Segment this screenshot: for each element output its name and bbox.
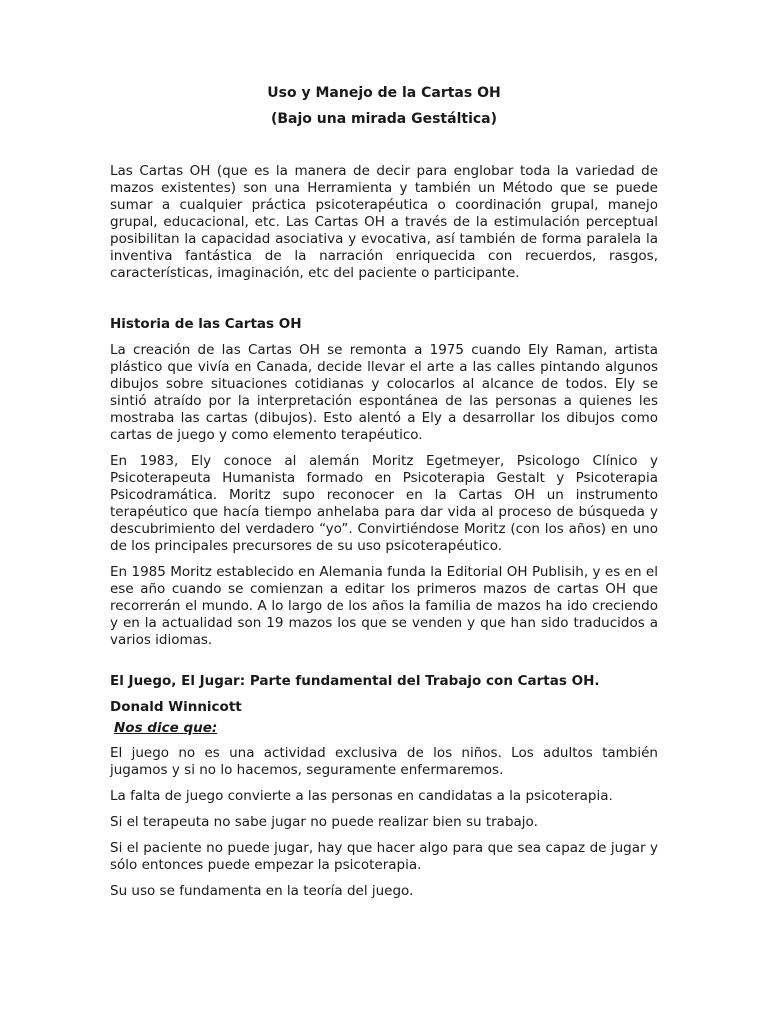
document-title: Uso y Manejo de la Cartas OH <box>267 85 501 101</box>
document-subtitle: (Bajo una mirada Gestáltica) <box>270 111 498 127</box>
author-name: Donald Winnicott <box>110 699 242 715</box>
game-heading: El Juego, El Jugar: Parte fundamental del Trabajo con Cartas OH. <box>110 673 600 689</box>
says-label: Nos dice que: <box>114 720 218 736</box>
history-paragraph-2: En 1983, Ely conoce al alemán Moritz Egetmeyer, Psicologo Clínico y Psicoterapeuta Humanista formado en Psicoterapia Gestalt y Psicoterapia Psicodramática. Moritz supo reconocer en la Cartas OH un instrumento terapéutico que hacía tiempo anhelaba para dar vida al proceso de búsqueda y descubrimiento del verdadero “yo”. Convirtiéndose Moritz (con los años) en uno de los principales precursores de su uso psicoterapéutico. <box>110 453 658 554</box>
game-paragraph-5: Su uso se fundamenta en la teoría del juego. <box>110 883 414 899</box>
game-paragraph-3: Si el terapeuta no sabe jugar no puede realizar bien su trabajo. <box>110 814 538 830</box>
game-paragraph-4: Si el paciente no puede jugar, hay que hacer algo para que sea capaz de jugar y sólo entonces puede empezar la psicoterapia. <box>110 840 658 873</box>
document-body <box>110 163 658 900</box>
intro-paragraph: Las Cartas OH (que es la manera de decir para englobar toda la variedad de mazos existentes) son una Herramienta y también un Método que se puede sumar a cualquier práctica psicoterapéutica o coordinación grupal, manejo grupal, educacional, etc. Las Cartas OH a través de la estimulación perceptual posibilitan la capacidad asociativa y evocativa, así también de forma paralela la inventiva fantástica de la narración enriquecida con recuerdos, rasgos, características, imaginación, etc del paciente o participante. <box>110 163 658 281</box>
game-paragraph-2: La falta de juego convierte a las personas en candidatas a la psicoterapia. <box>110 788 613 804</box>
game-paragraph-1: El juego no es una actividad exclusiva de los niños. Los adultos también jugamos y si no lo hacemos, seguramente enfermaremos. <box>110 745 658 778</box>
history-paragraph-1: La creación de las Cartas OH se remonta a 1975 cuando Ely Raman, artista plástico que vivía en Canada, decide llevar el arte a las calles pintando algunos dibujos sobre situaciones cotidianas y colocarlos al alcance de todos. Ely se sintió atraído por la interpretación espontánea de las personas a quienes les mostraba las cartas (dibujos). Esto alentó a Ely a desarrollar los dibujos como cartas de juego y como elemento terapéutico. <box>110 342 658 443</box>
history-paragraph-3: En 1985 Moritz establecido en Alemania funda la Editorial OH Publisih, y es en el ese año cuando se comienzan a editar los primeros mazos de cartas OH que recorrerán el mundo. A lo largo de los años la familia de mazos ha ido creciendo y en la actualidad son 19 mazos los que se venden y que han sido traducidos a varios idiomas. <box>110 564 658 648</box>
history-heading: Historia de las Cartas OH <box>110 316 302 332</box>
